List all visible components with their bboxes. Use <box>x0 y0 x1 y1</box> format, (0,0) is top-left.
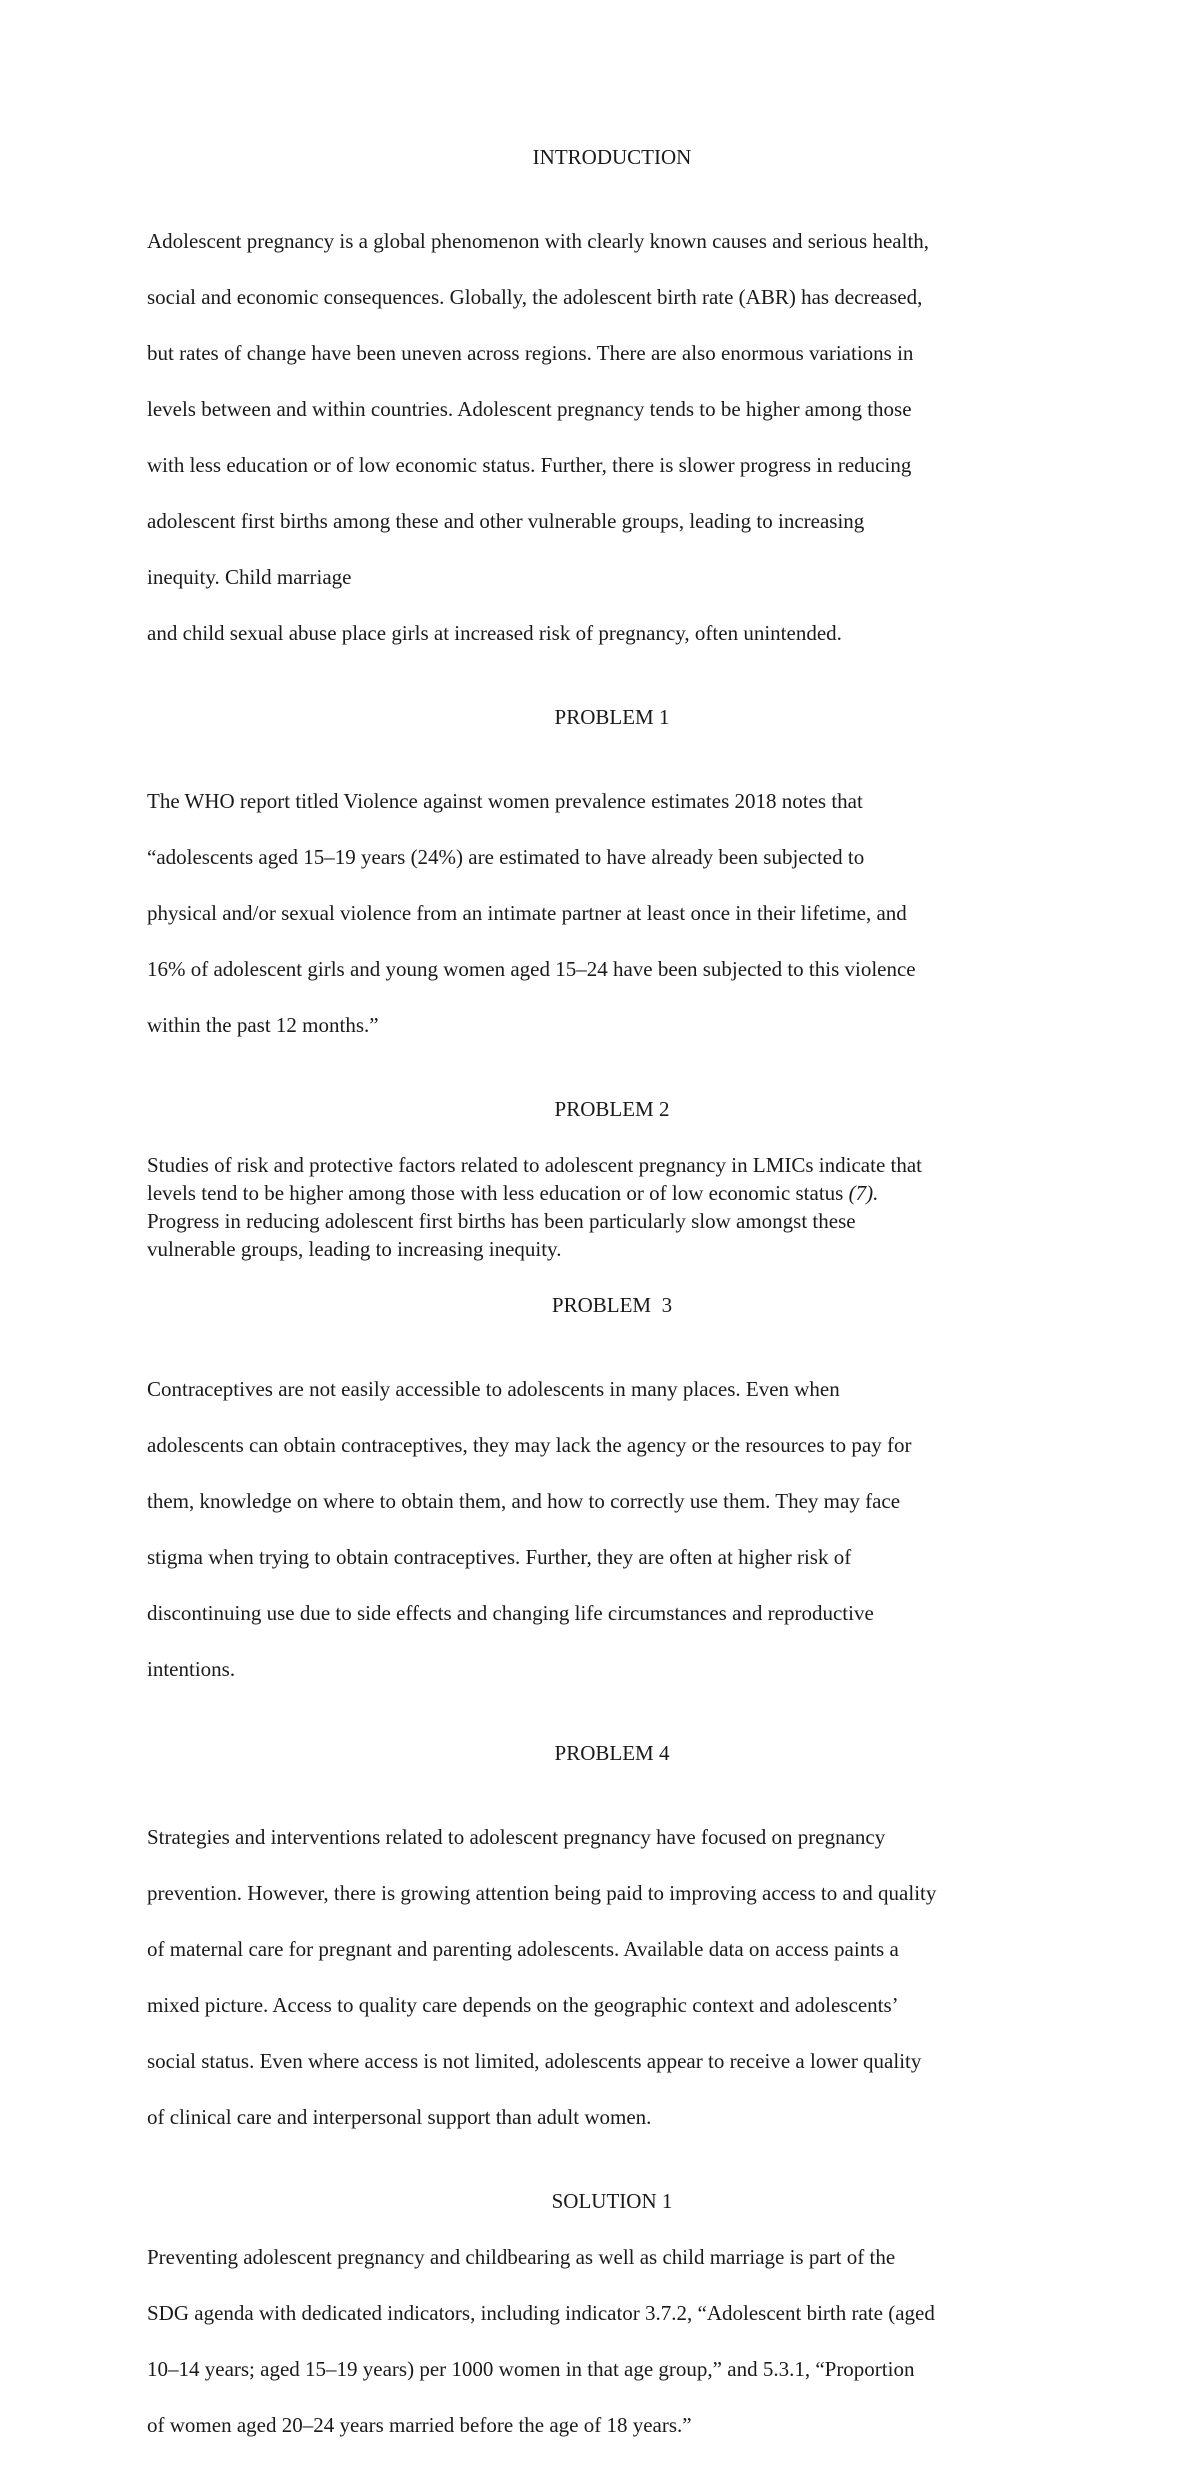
document-body <box>147 143 1077 2467</box>
text-line: social and economic consequences. Globally, the adolescent birth rate (ABR) has decreased, <box>147 285 923 309</box>
text-line: Strategies and interventions related to adolescent pregnancy have focused on pregnancy <box>147 1825 886 1849</box>
section-heading-problem-1: PROBLEM 1 <box>554 705 670 729</box>
text-line: intentions. <box>147 1657 236 1681</box>
text-line: Adolescent pregnancy is a global phenomenon with clearly known causes and serious health, <box>147 229 930 253</box>
citation-reference: (7). <box>848 1181 879 1205</box>
text-line: mixed picture. Access to quality care depends on the geographic context and adolescents’ <box>147 1993 899 2017</box>
section-body-introduction <box>147 199 1077 675</box>
text-line: of maternal care for pregnant and parenting adolescents. Available data on access paints a <box>147 1937 899 1961</box>
text-line: SDG agenda with dedicated indicators, including indicator 3.7.2, “Adolescent birth rate (aged <box>147 2301 935 2325</box>
section-body-problem-3 <box>147 1347 1077 1711</box>
section-body-problem-2 <box>147 1151 1077 1263</box>
text-line: Contraceptives are not easily accessible to adolescents in many places. Even when <box>147 1377 840 1401</box>
body-text: Progress in reducing adolescent first births has been particularly slow amongst these vulnerable groups, leading to increasing inequity. <box>147 1209 856 1261</box>
text-line: adolescent first births among these and other vulnerable groups, leading to increasing <box>147 509 865 533</box>
text-line: with less education or of low economic status. Further, there is slower progress in reducing <box>147 453 912 477</box>
section-body-problem-1 <box>147 759 1077 1067</box>
text-line: The WHO report titled Violence against women prevalence estimates 2018 notes that <box>147 789 863 813</box>
section-heading-problem-2: PROBLEM 2 <box>554 1097 670 1121</box>
text-line: adolescents can obtain contraceptives, they may lack the agency or the resources to pay for <box>147 1433 912 1457</box>
text-line: stigma when trying to obtain contraceptives. Further, they are often at higher risk of <box>147 1545 852 1569</box>
section-heading-problem-4: PROBLEM 4 <box>554 1741 670 1765</box>
section-heading-introduction: INTRODUCTION <box>532 145 692 169</box>
section-body-problem-4 <box>147 1795 1077 2159</box>
text-line: within the past 12 months.” <box>147 1013 379 1037</box>
section-heading-solution-1: SOLUTION 1 <box>551 2189 673 2213</box>
body-text: Studies of risk and protective factors related to adolescent pregnancy in LMICs indicate that levels tend to be higher among those with less education or of low economic status <box>147 1153 923 1205</box>
text-line: and child sexual abuse place girls at increased risk of pregnancy, often unintended. <box>147 621 842 645</box>
text-line: “adolescents aged 15–19 years (24%) are estimated to have already been subjected to <box>147 845 865 869</box>
text-line: levels between and within countries. Adolescent pregnancy tends to be higher among those <box>147 397 912 421</box>
section-heading-problem-3: PROBLEM 3 <box>551 1293 673 1317</box>
text-line: Preventing adolescent pregnancy and childbearing as well as child marriage is part of the <box>147 2245 896 2269</box>
text-line: physical and/or sexual violence from an intimate partner at least once in their lifetime, and <box>147 901 907 925</box>
text-line: them, knowledge on where to obtain them, and how to correctly use them. They may face <box>147 1489 901 1513</box>
section-body-solution-1 <box>147 2215 1077 2467</box>
text-line: of clinical care and interpersonal support than adult women. <box>147 2105 652 2129</box>
text-line: prevention. However, there is growing attention being paid to improving access to and quality <box>147 1881 937 1905</box>
text-line: of women aged 20–24 years married before the age of 18 years.” <box>147 2413 692 2437</box>
text-line: 16% of adolescent girls and young women aged 15–24 have been subjected to this violence <box>147 957 916 981</box>
text-line: inequity. Child marriage <box>147 565 352 589</box>
text-line: but rates of change have been uneven across regions. There are also enormous variations in <box>147 341 914 365</box>
text-line: 10–14 years; aged 15–19 years) per 1000 women in that age group,” and 5.3.1, “Proportion <box>147 2357 915 2381</box>
text-line: social status. Even where access is not limited, adolescents appear to receive a lower quality <box>147 2049 922 2073</box>
text-line: discontinuing use due to side effects and changing life circumstances and reproductive <box>147 1601 874 1625</box>
